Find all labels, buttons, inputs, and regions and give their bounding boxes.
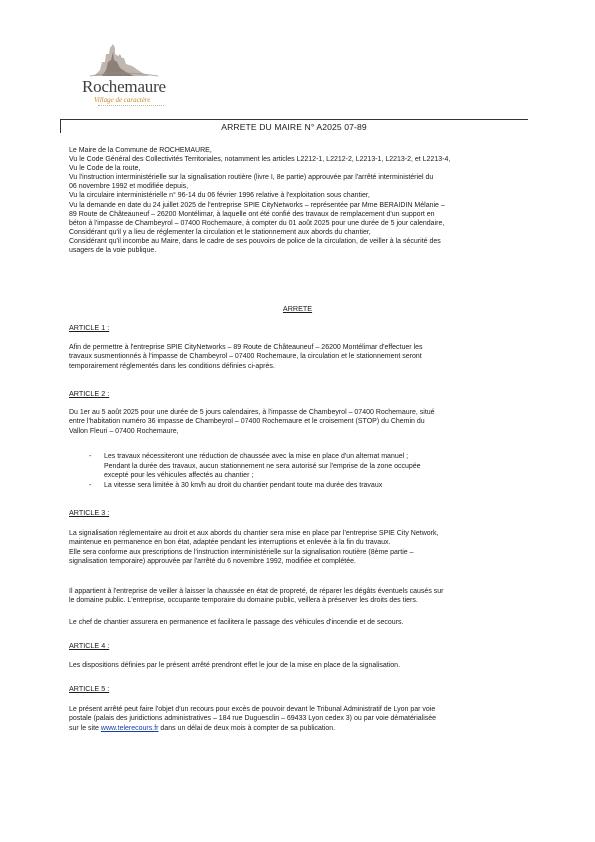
article-1-text [69,343,529,371]
preamble-line: Le Maire de la Commune de ROCHEMAURE, [69,147,212,154]
article-line: Vallon Fleuri – 07400 Rochemaure, [69,427,179,435]
telerecours-link[interactable]: www.telerecours.fr [100,724,159,732]
bullet-text: excepté pour les véhicules affectés au chantier ; [104,472,254,480]
article-5-text [69,705,529,733]
article-3-text [69,529,529,566]
article-line: Les dispositions définies par le présent arrêté prendront effet le jour de la mise en place de la signalisation. [69,662,401,669]
article-2-heading: ARTICLE 2 : [69,389,110,398]
bullet-item [89,481,519,491]
article-line [69,724,529,733]
article-3-heading: ARTICLE 3 : [69,508,110,517]
article-5-heading: ARTICLE 5 : [69,684,110,693]
bullet-text: Pendant la durée des travaux, aucun stationnement ne sera autorisé sur l'emprise de la zone occupée [104,462,421,470]
article-4-heading: ARTICLE 4 : [69,641,110,650]
article-line: le domaine public. L'entreprise, occupante temporaire du domaine public, veillera à préserver les droits des tiers. [69,597,418,605]
article-line: maintenue en permanence en bon état, adaptée pendant les interruptions et enlevée à la fin du travaux. [69,539,391,547]
bullet-item [89,452,519,462]
logo-underline [98,105,164,108]
preamble-line: Considérant qu'il y a lieu de réglementer la circulation et le stationnement aux abords du chantier, [69,228,371,236]
article-line: Il appartient à l'entreprise de veiller à laisser la chaussée en état de propreté, de réparer les dégâts éventuels causés sur [69,588,444,595]
article-line: Le présent arrêté peut faire l'objet d'un recours pour excès de pouvoir devant le Tribunal Administratif de Lyon par voie [69,706,436,713]
article-line-suffix: dans un délai de deux mois à compter de sa publication. [158,724,336,732]
bullet-dash: - [89,453,92,460]
bullet-dash: - [89,481,92,489]
article-line: signalisation temporaire) approuvée par l'arrêté du 6 novembre 1992, modifiée et complétée. [69,557,356,565]
article-line: temporairement réglementés dans les conditions définies ci-après. [69,362,275,370]
article-line: entre l'habitation numéro 36 impasse de Chambeyrol – 07400 Rochemaure et le croisement (STOP) du Chemin du [69,418,425,426]
article-line: Elle sera conforme aux prescriptions de l'instruction interministérielle sur la signalisation routière (8ème partie – [69,548,414,556]
logo-tagline: Village de caractère [94,96,151,104]
preamble-line: béton à l'impasse de Chambeyrol – 07400 Rochemaure, à compter du 01 août 2025 pour une durée de 5 jour calendaire, [69,219,445,227]
preamble-line: Vu la demande en date du 24 juillet 2025 de l'entreprise SPIE CityNetworks – représentée par Mme BERAIDIN Mélanie – [69,201,445,209]
preamble-line: Vu le Code Général des Collectivités Territoriales, notamment les articles L2212-1, L2212-2, L2213-1, L2213-2, et L2213-4, [69,156,451,164]
article-line: Le chef de chantier assurera en permanence et facilitera le passage des véhicules d'incendie et de secours. [69,619,404,626]
article-1-heading: ARTICLE 1 : [69,323,110,332]
article-line: Du 1er au 5 août 2025 pour une durée de 5 jours calendaires, à l'impasse de Chambeyrol – 07400 Rochemaure, situé [69,409,435,416]
bullet-item [89,462,519,472]
preamble-line: 89 Route de Châteauneuf – 26200 Montélimar, à laquelle ont été confié des travaux de remplacement d'un support en [69,210,435,218]
document-title: ARRETE DU MAIRE N° A2025 07-89 [221,122,367,132]
article-line-prefix: sur le site [69,724,101,732]
article-line: travaux susmentionnés à l'impasse de Chambeyrol – 07400 Rochemaure, la circulation et le stationnement seront [69,353,422,361]
logo-wordmark: Rochemaure [82,77,166,96]
bullet-text: La vitesse sera limitée à 30 km/h au droit du chantier pendant toute ma durée des travaux [104,481,383,489]
title-rule [60,119,528,120]
preamble-line: Vu l'instruction interministérielle sur la signalisation routière (livre I, 8e partie) approuvée par l'arrêté interministériel du [69,174,434,182]
article-3-text-2 [69,587,529,606]
preamble-line: 06 novembre 1992 et modifiée depuis, [69,183,189,191]
article-line: postale (palais des juridictions administratives – 184 rue Duguesclin – 69433 Lyon cedex 3) ou par voie dématérialisée [69,715,437,723]
bullet-text: Les travaux nécessiteront une réduction de chaussée avec la mise en place d'un alternat manuel ; [104,453,409,460]
castle-ruins-icon [80,40,180,80]
article-line: Afin de permettre à l'entreprise SPIE CityNetworks – 89 Route de Châteauneuf – 26200 Montélimar d'effectuer les [69,344,423,351]
preamble-line: Vu la circulaire interministérielle n° 96-14 du 06 février 1996 relative à l'exploitation sous chantier, [69,192,370,200]
arrete-heading: ARRETE [282,304,313,313]
article-2-text [69,408,529,436]
article-3-text-3 [69,618,529,627]
bullet-item [89,471,519,481]
preamble-line: Considérant qu'il incombe au Maire, dans le cadre de ses pouvoirs de police de la circulation, de veiller à la sécurité des [69,237,441,245]
article-line: La signalisation réglementaire au droit et aux abords du chantier sera mise en place par l'entreprise SPIE City Network, [69,530,439,537]
preamble [69,146,529,255]
preamble-line: Vu le Code de la route, [69,165,141,173]
article-4-text [69,661,529,670]
logo [80,40,180,110]
preamble-line: usagers de la voie publique. [69,247,157,255]
article-2-bullets [89,452,519,490]
